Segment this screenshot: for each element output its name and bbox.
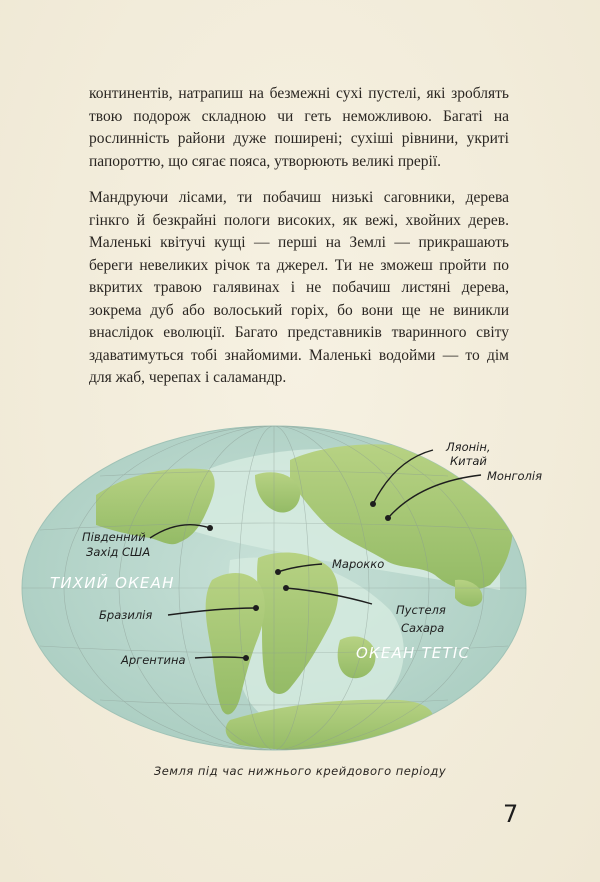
label-sw-usa-line2: Захід США: [86, 545, 151, 559]
cretaceous-world-map: [0, 420, 600, 760]
label-morocco: Марокко: [332, 557, 385, 571]
label-sahara-line1: Пустеля: [396, 603, 446, 617]
label-liaoning-line1: Ляонін,: [446, 440, 491, 454]
map-caption: Земля під час нижнього крейдового періоду: [153, 764, 447, 778]
map-svg: [0, 420, 600, 760]
paragraph-continents: континентів, натрапиш на безмежні сухі пустелі, які зроблять твою подорож складною чи геть неможливою. Багаті на рослинність райони дуже поширені; сухіші рівнини, укриті папороттю, що сягає пояса, утворюють великі прерії.: [89, 85, 509, 170]
label-argentina: Аргентина: [121, 653, 186, 667]
label-mongolia: Монголія: [487, 469, 543, 483]
paragraph-forests: Мандруючи лісами, ти побачиш низькі саговники, дерева гінкго й безкрайні пологи високих, як вежі, хвойних дерев. Маленькі квітучі кущі — перші на Землі — прикрашають береги невеликих річок та джерел. Ти не зможеш пройти по вкритих травою галявинах і не побачиш листяні дерева, зокрема дуб або волоський горіх, бо вони ще не виникли внаслідок еволюції. Багато представників тваринного світу здаватимуться тобі знайомими. Маленькі водойми — то дім для жаб, черепах і саламандр.: [89, 189, 509, 386]
label-liaoning-line2: Китай: [450, 454, 487, 468]
label-sahara-line2: Сахара: [401, 621, 445, 635]
label-sw-usa-line1: Південний: [82, 530, 146, 544]
label-brazil: Бразилія: [99, 608, 153, 622]
label-pacific-ocean: ТИХИЙ ОКЕАН: [50, 574, 175, 592]
page-number: 7: [503, 800, 519, 828]
label-tethys-ocean: ОКЕАН ТЕТІС: [356, 644, 471, 662]
